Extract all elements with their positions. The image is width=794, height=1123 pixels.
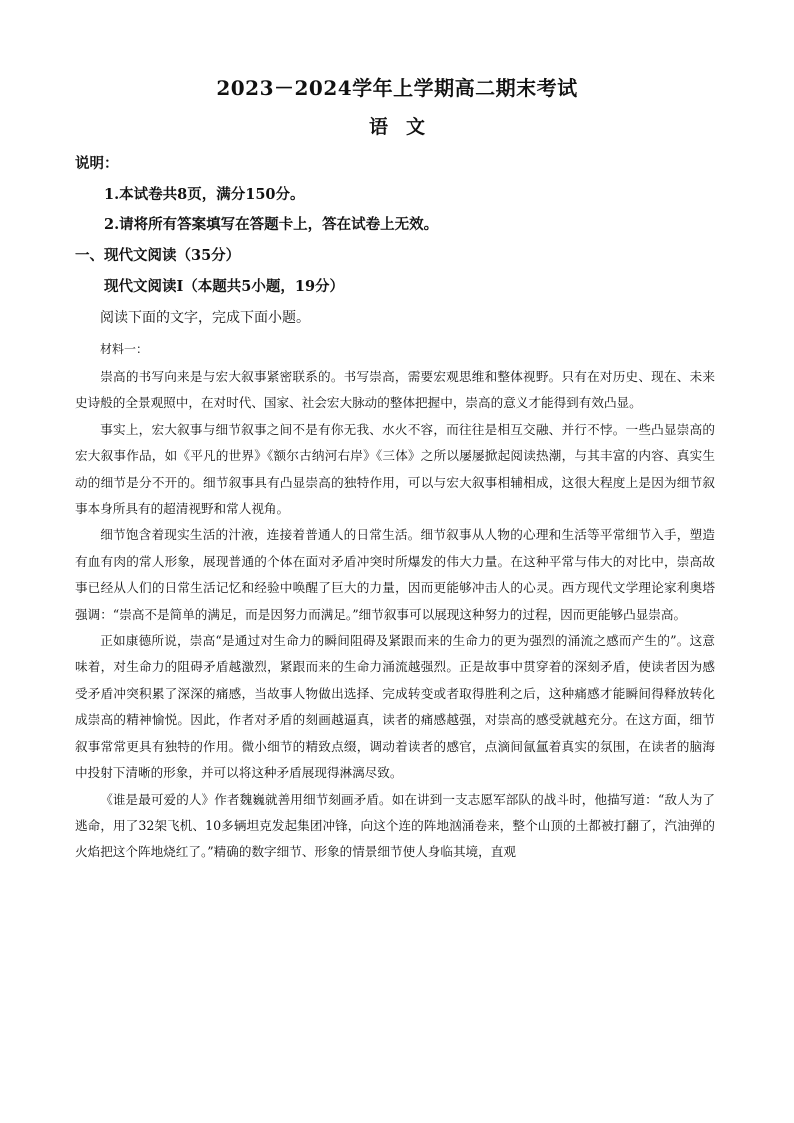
instructions-heading: 说明： (75, 155, 119, 172)
reading-prompt: 阅读下面的文字，完成下面小题。 (100, 310, 310, 326)
article-paragraph: 事实上，宏大叙事与细节叙事之间不是有你无我、水火不容，而往往是相互交融、并行不悖。一些凸显崇高的宏大叙事作品，如《平凡的世界》《额尔古纳河右岸》《三体》之所以屡屡掀起阅读热潮，与其丰富的内容、真实生动的细节是分不开的。细节叙事具有凸显崇高的独特作用，可以与宏大叙事相辅相成，这很大程度上是因为细节叙事本身所具有的超清视野和常人视角。 (75, 421, 715, 517)
instruction-item: 1.本试卷共8页，满分150分。 (104, 186, 305, 203)
material-label: 材料一： (100, 342, 149, 356)
subject-title: 语文 (368, 116, 443, 138)
article-paragraph: 崇高的书写向来是与宏大叙事紧密联系的。书写崇高，需要宏观思维和整体视野。只有在对历史、现在、未来史诗般的全景观照中，在对时代、国家、社会宏大脉动的整体把握中，崇高的意义才能得到有效凸显。 (75, 369, 715, 411)
instruction-item: 2.请将所有答案填写在答题卡上，答在试卷上无效。 (104, 216, 439, 233)
article-paragraph: 细节饱含着现实生活的汁液，连接着普通人的日常生活。细节叙事从人物的心理和生活等平常细节入手，塑造有血有肉的常人形象，展现普通的个体在面对矛盾冲突时所爆发的伟大力量。在这种平常与伟大的对比中，崇高故事已经从人们的日常生活记忆和经验中唤醒了巨大的力量，因而更能够冲击人的心灵。西方现代文学理论家利奥塔强调：“崇高不是简单的满足，而是因努力而满足。”细节叙事可以展现这种努力的过程，因而更能够凸显崇高。 (75, 527, 715, 622)
section-subheading: 现代文阅读Ⅰ（本题共5小题，19分） (104, 278, 345, 295)
article-paragraph: 正如康德所说，崇高“是通过对生命力的瞬间阻碍及紧跟而来的生命力的更为强烈的涌流之感而产生的”。这意味着，对生命力的阻碍矛盾越激烈，紧跟而来的生命力涌流越强烈。正是故事中贯穿着的深刻矛盾，使读者因为感受矛盾冲突积累了深深的痛感，当故事人物做出选择、完成转变或者取得胜利之后，这种痛感才能瞬间得释放转化成崇高的精神愉悦。因此，作者对矛盾的刻画越逼真，读者的痛感越强，对崇高的感受就越充分。在这方面，细节叙事常常更具有独特的作用。微小细节的精致点缀，调动着读者的感官，点滴间氤氲着真实的氛围，在读者的脑海中投射下清晰的形象，并可以将这种矛盾展现得淋漓尽致。 (75, 633, 715, 781)
article-paragraph: 《谁是最可爱的人》作者魏巍就善用细节刻画矛盾。如在讲到一支志愿军部队的战斗时，他描写道：“敌人为了逃命，用了32架飞机、10多辆坦克发起集团冲锋，向这个连的阵地汹涌卷来，整个山顶的土都被打翻了，汽油弹的火焰把这个阵地烧红了。”精确的数字细节、形象的情景细节使人身临其境，直观 (75, 791, 715, 860)
section-heading: 一、现代文阅读（35分） (75, 247, 241, 264)
article-body (75, 364, 715, 866)
exam-title: 2023－2024学年上学期高二期末考试 (216, 76, 578, 100)
